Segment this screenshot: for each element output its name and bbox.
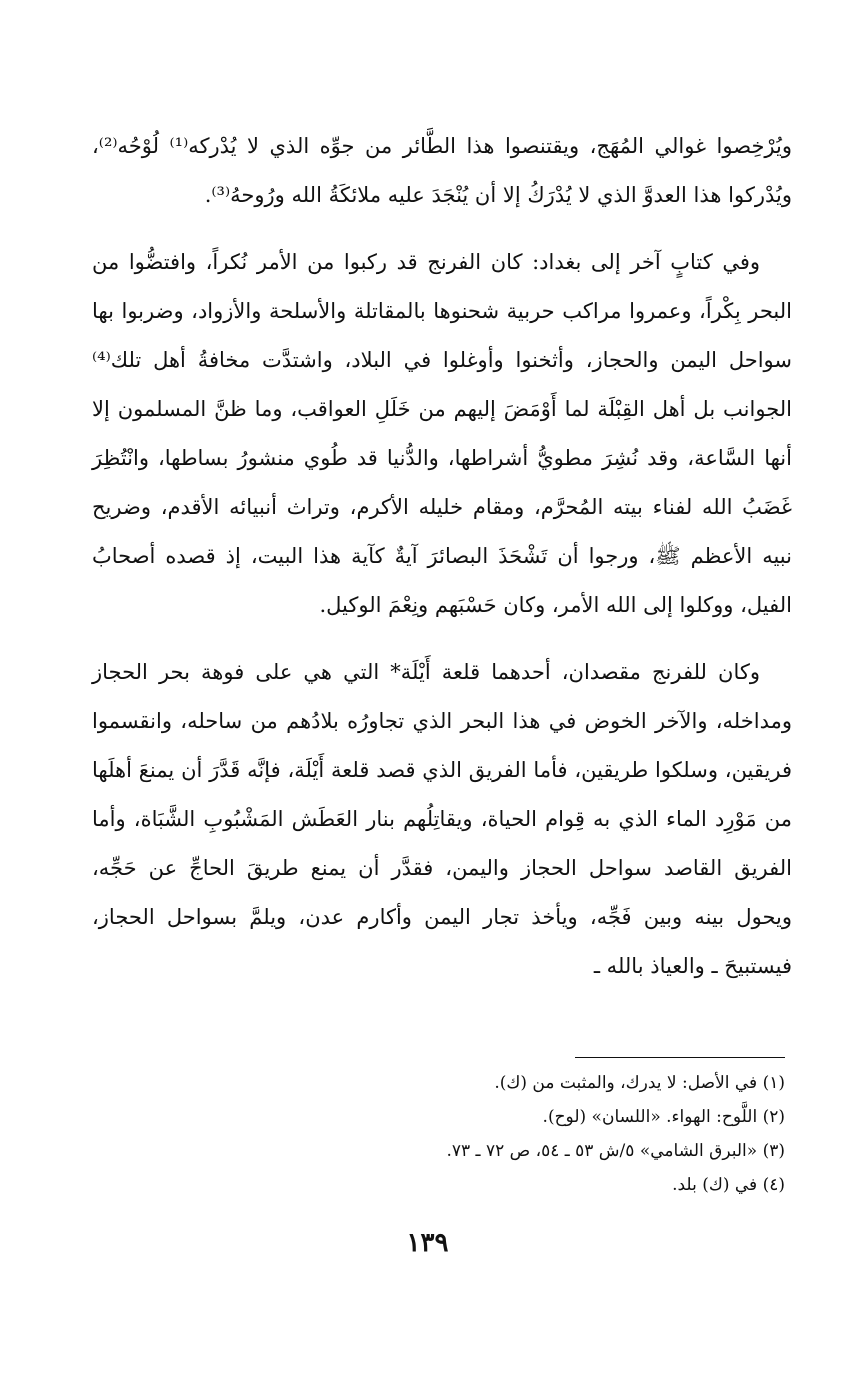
footnote-separator <box>575 1057 785 1058</box>
footnote-3: (٣) «البرق الشامي» ٥/ش ٥٣ ـ ٥٤، ص ٧٢ ـ ٧٣. <box>446 1141 785 1161</box>
footnote-4: (٤) في (ك) بلد. <box>672 1175 785 1195</box>
main-text <box>92 122 792 991</box>
paragraph-3: وكان للفرنج مقصدان، أحدهما قلعة أَيْلَة* التي هي على فوهة بحر الحجاز ومداخله، والآخر الخوض في هذا البحر الذي تجاورُه بلادُهم من ساحله، وانقسموا فريقين، وسلكوا طريقين، فأما الفريق الذي قصد قلعة أَيْلَة، فإنَّه قَدَّرَ أن يمنعَ أهلَها من مَوْرِد الماء الذي به قِوام الحياة، ويقاتِلُهم بنار العَطَش المَشْبُوبِ الشَّبَاة، وأما الفريق القاصد سواحل الحجاز واليمن، فقدَّر أن يمنع طريقَ الحاجِّ عن حَجِّه، ويحول بينه وبين فَجِّه، ويأخذ تجار اليمن وأكارم عدن، ويلمَّ بسواحل الحجاز، فيستبيحَ ـ والعياذ بالله ـ <box>92 660 792 978</box>
paragraph-1: ويُرْخِصوا غوالي المُهَج، ويقتنصوا هذا الطَّائر من جوِّه الذي لا يُدْركه⁽¹⁾ لُوْحُه⁽²⁾، ويُدْركوا هذا العدوَّ الذي لا يُدْرَكُ إلا أن يُنْجَدَ عليه ملائكَةُ الله ورُوحهُ⁽³⁾. <box>92 134 793 207</box>
footnote-2: (٢) اللَّوح: الهواء. «اللسان» (لوح). <box>542 1107 785 1127</box>
page-number: ١٣٩ <box>406 1228 449 1258</box>
paragraph-2: وفي كتابٍ آخر إلى بغداد: كان الفرنج قد ركبوا من الأمر نُكراً، وافتضُّوا من البحر بِكْراً، وعمروا مراكب حربية شحنوها بالمقاتلة والأسلحة والأزواد، وضربوا بها سواحل اليمن والحجاز، وأثخنوا وأوغلوا في البلاد، واشتدَّت مخافةُ أهل تلك⁽⁴⁾ الجوانب بل أهل القِبْلَة لما أَوْمَضَ إليهم من خَلَلِ العواقب، وما ظنَّ المسلمون إلا أنها السَّاعة، وقد نُشِرَ مطويُّ أشراطها، والدُّنيا قد طُوي منشورُ بساطها، وانْتُظِرَ غَضَبُ الله لفناء بيته المُحرَّم، ومقام خليله الأكرم، وتراث أنبيائه الأقدم، وضريح نبيه الأعظم ﷺ، ورجوا أن تَشْحَذَ البصائرَ آيةٌ كآية هذا البيت، إذ قصده أصحابُ الفيل، ووكلوا إلى الله الأمر، وكان حَسْبَهم ونِعْمَ الوكيل. <box>92 250 792 617</box>
footnote-1: (١) في الأصل: لا يدرك، والمثبت من (ك). <box>494 1073 785 1093</box>
footnotes <box>300 1066 785 1202</box>
